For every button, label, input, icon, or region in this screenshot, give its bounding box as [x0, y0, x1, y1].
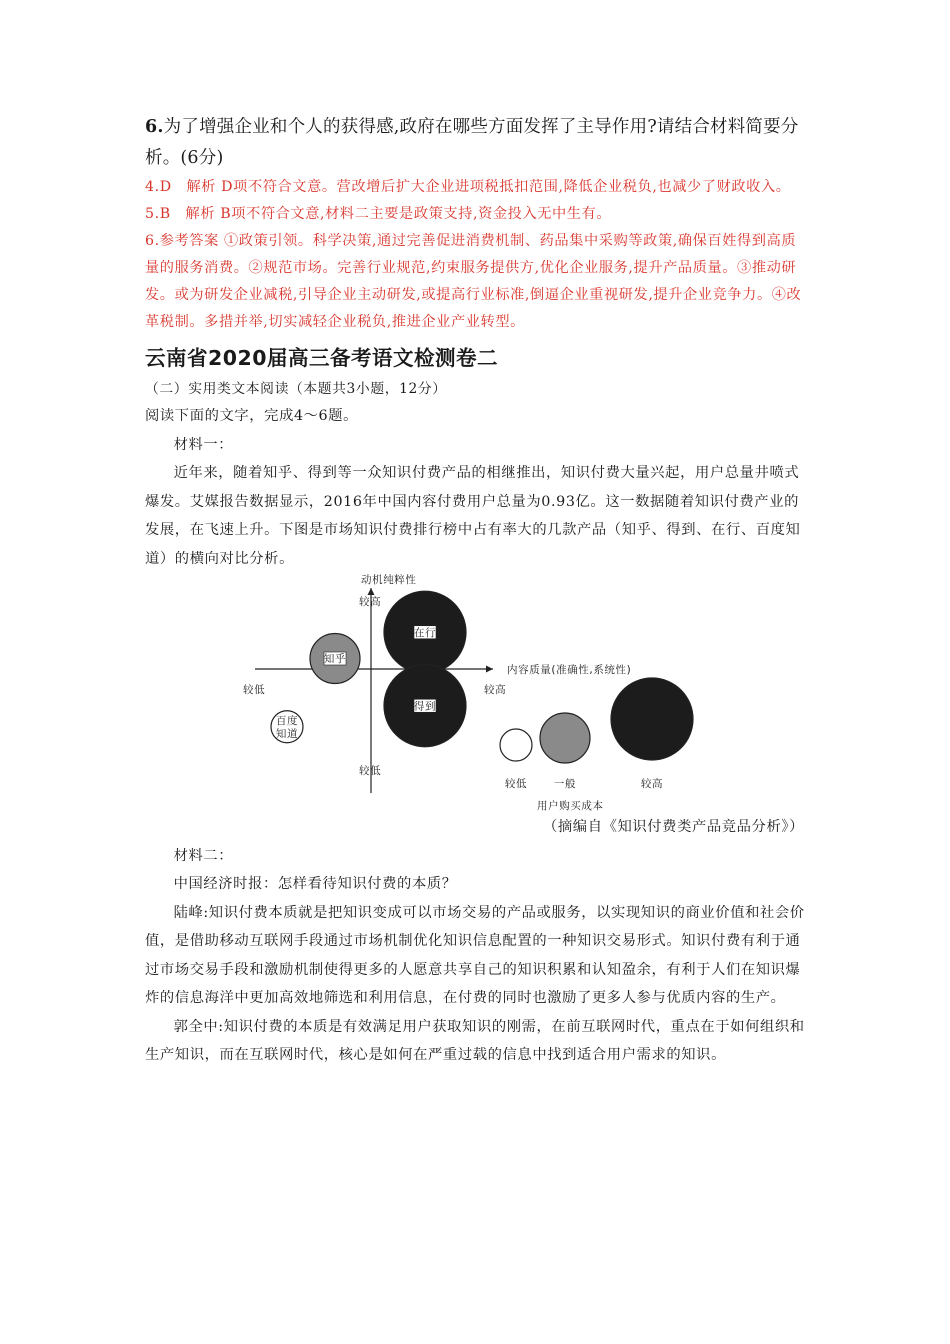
answer-5: 5.B 解析 B项不符合文意,材料二主要是政策支持,资金投入无中生有。	[145, 206, 612, 222]
document-page	[145, 112, 810, 1070]
cost-legend	[500, 678, 693, 790]
chart-svg	[145, 573, 810, 813]
answer-block	[145, 174, 810, 336]
bubble-label-1: 知乎	[323, 653, 347, 665]
y-high-label: 较高	[359, 596, 382, 608]
material1-text: 近年来，随着知乎、得到等一众知识付费产品的相继推出，知识付费大量兴起，用户总量井喷式爆发。艾媒报告数据显示，2016年中国内容付费用户总量为0.93亿。这一数据随着知识付费产业的发展，在飞速上升。下图是市场知识付费排行榜中占有率大的几款产品（知乎、得到、在行、百度知道）的横向对比分析。	[145, 465, 801, 567]
legend-label-0: 较低	[504, 778, 528, 790]
x-low-label: 较低	[243, 684, 266, 696]
y-axis-label: 动机纯粹性	[361, 574, 417, 586]
material2-paragraph-1: 陆峰:知识付费本质就是把知识变成可以市场交易的产品或服务，以实现知识的商业价值和社会价值，是借助移动互联网手段通过市场机制优化知识信息配置的一种知识交易形式。知识付费有利于通过市场交易手段和激励机制使得更多的人愿意共享自己的知识积累和认知盈余，有利于人们在知识爆炸的信息海洋中更加高效地筛选和利用信息，在付费的同时也激励了更多人参与优质内容的生产。	[145, 904, 805, 1006]
legend-swatch-1	[540, 713, 590, 763]
bubble-label-0: 在行	[413, 626, 437, 639]
legend-label-2: 较高	[640, 778, 664, 790]
legend-swatch-2	[611, 678, 693, 760]
question-text: 为了增强企业和个人的获得感,政府在哪些方面发挥了主导作用?请结合材料简要分析。(6分)	[145, 117, 799, 168]
comparison-chart	[145, 573, 810, 813]
bubble-label-2: 得到	[413, 700, 437, 713]
x-high-label: 较高	[484, 684, 507, 696]
legend-swatch-0	[500, 729, 532, 761]
material2-label: 材料二：	[173, 847, 234, 864]
y-low-label: 较低	[359, 765, 382, 777]
material2-intro: 中国经济时报：怎样看待知识付费的本质？	[173, 876, 457, 892]
material1-label: 材料一：	[173, 436, 234, 453]
x-axis-label: 内容质量(准确性,系统性)	[507, 664, 632, 676]
question-6	[145, 112, 810, 174]
figure-caption: （摘编自《知识付费类产品竞品分析》）	[543, 819, 804, 835]
material2-paragraph-2: 郭全中:知识付费的本质是有效满足用户获取知识的刚需，在前互联网时代，重点在于如何组织和生产知识，而在互联网时代，核心是如何在严重过载的信息中找到适合用户需求的知识。	[145, 1018, 805, 1063]
bubble-label-3: 百度	[275, 714, 299, 727]
reading-section	[145, 376, 810, 1070]
legend-title: 用户购买成本	[537, 800, 604, 812]
answer-4: 4.D 解析 D项不符合文意。营改增后扩大企业进项税抵扣范围,降低企业税负,也减少了财政收入。	[145, 179, 791, 195]
instruction: 阅读下面的文字，完成4～6题。	[145, 408, 359, 424]
subsection-heading: （二）实用类文本阅读（本题共3小题，12分）	[145, 381, 447, 397]
section-title: 云南省2020届高三备考语文检测卷二	[145, 346, 499, 370]
bubble-label-3: 知道	[275, 727, 299, 740]
answer-6: 6.参考答案 ①政策引领。科学决策,通过完善促进消费机制、药品集中采购等政策,确保百姓得到高质量的服务消费。②规范市场。完善行业规范,约束服务提供方,优化企业服务,提升产品质量。③推动研发。或为研发企业减税,引导企业主动研发,或提高行业标准,倒逼企业重视研发,提升企业竞争力。④改革税制。多措并举,切实减轻企业税负,推进企业产业转型。	[145, 233, 802, 330]
question-number: 6.	[145, 117, 164, 137]
legend-label-1: 一般	[553, 778, 577, 790]
